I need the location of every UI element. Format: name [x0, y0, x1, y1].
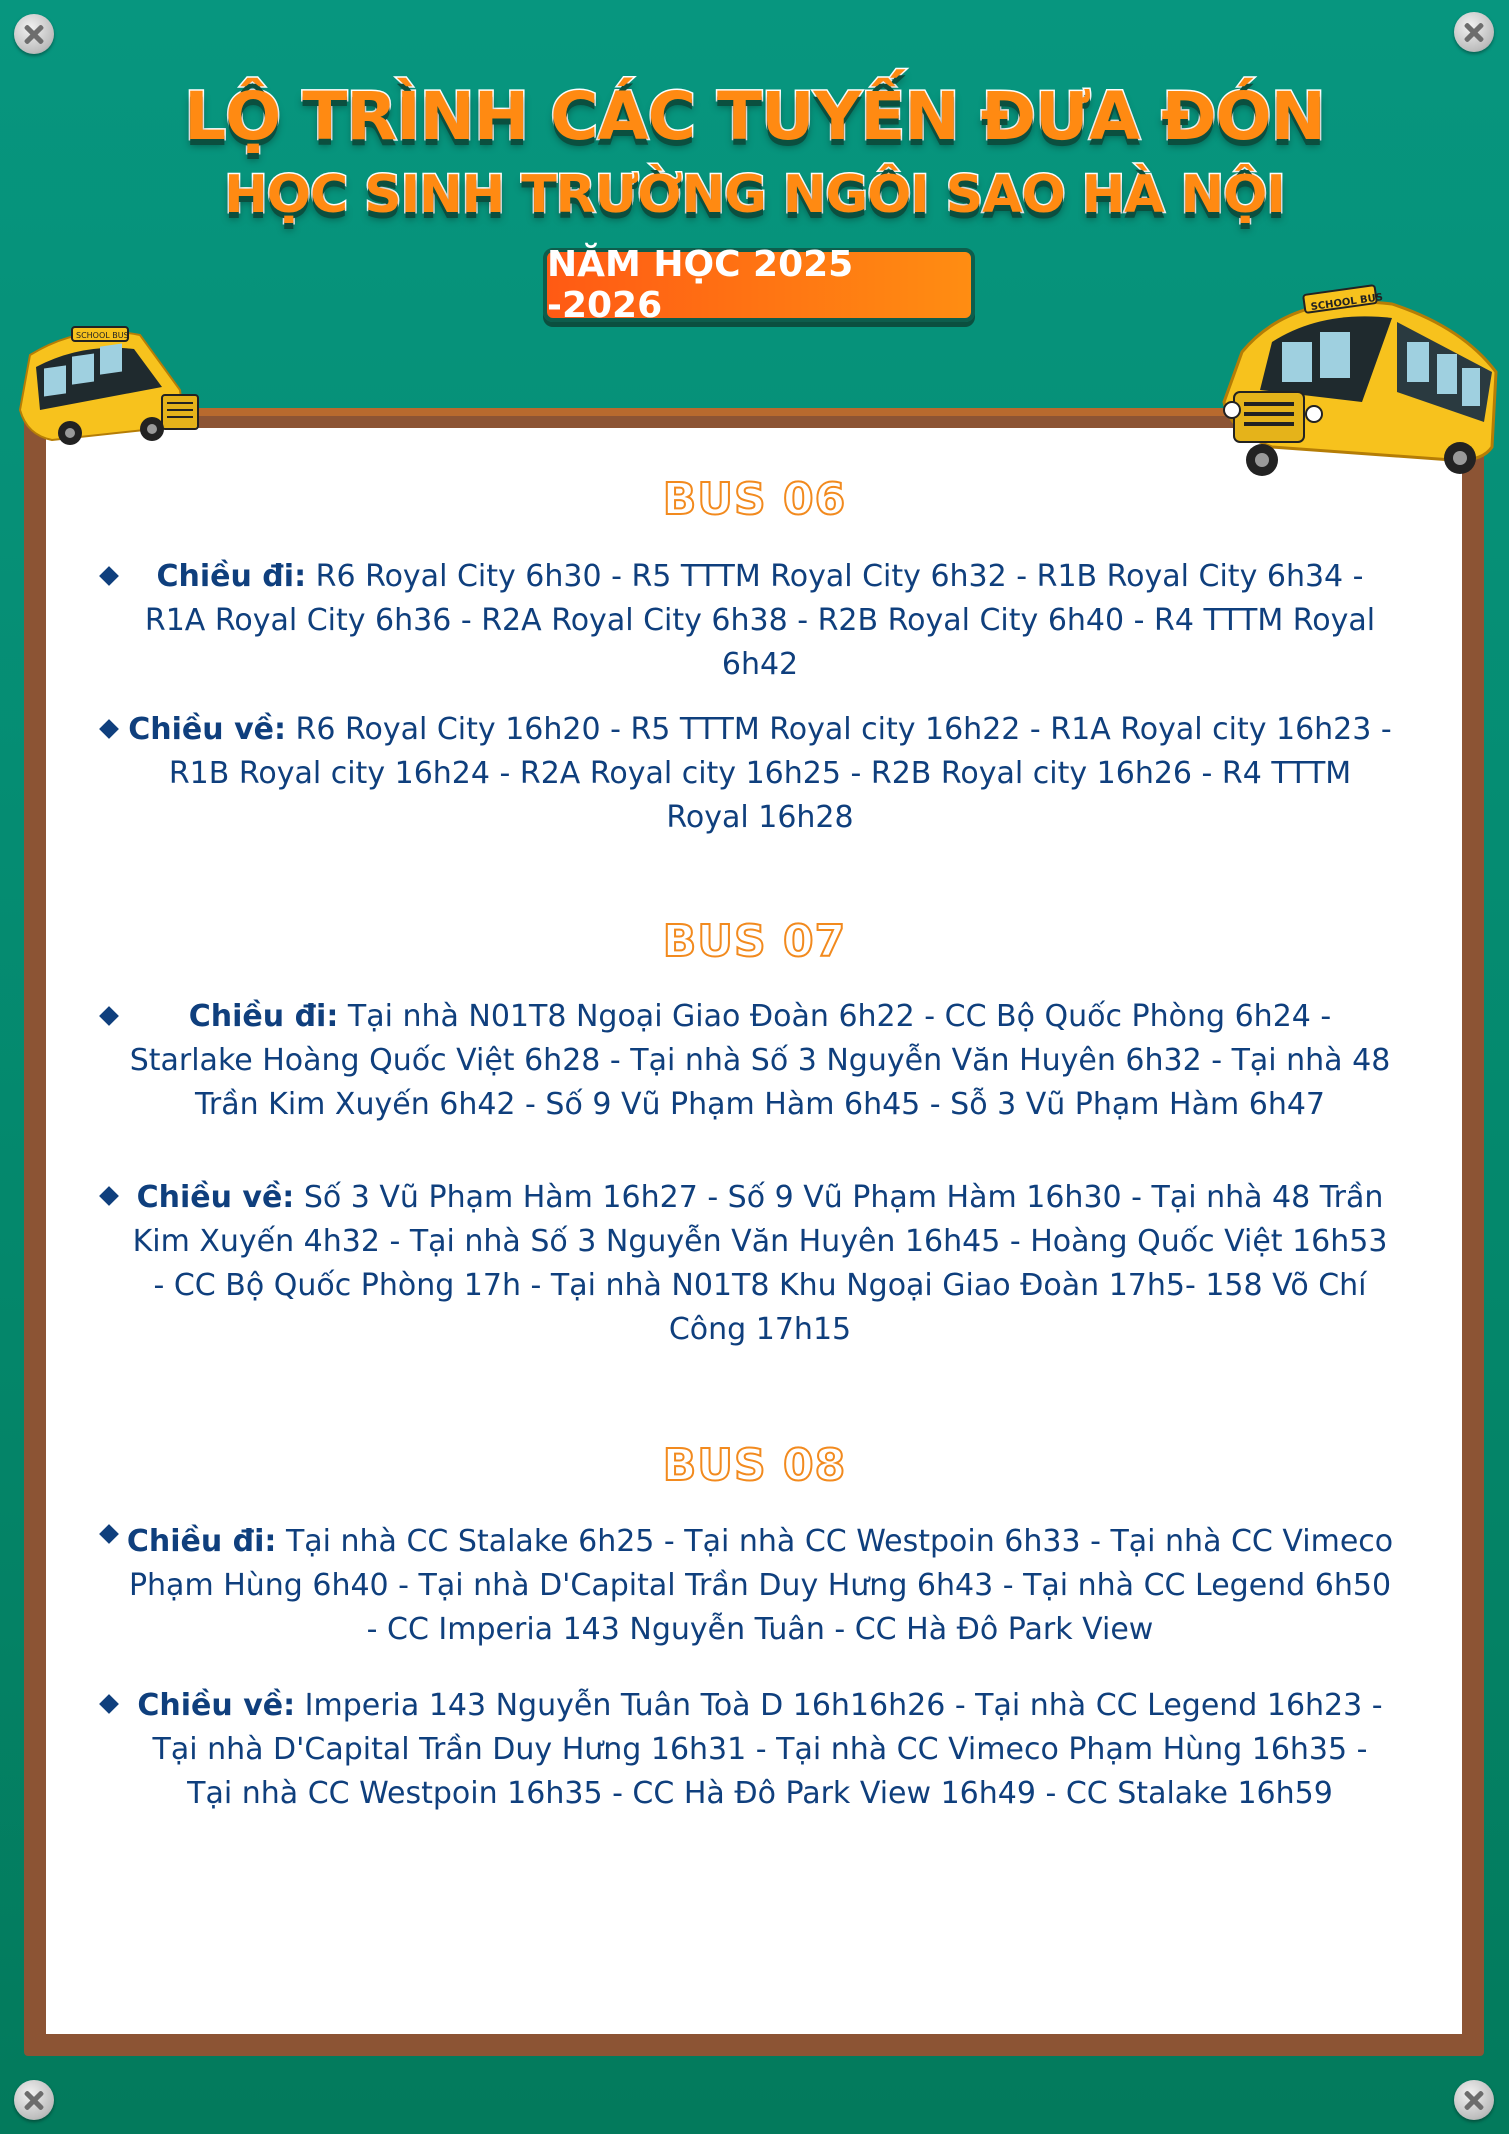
return-label: Chiều về:: [136, 1180, 295, 1215]
bus-07-return: [126, 1176, 1394, 1352]
page-title: LỘ TRÌNH CÁC TUYẾN ĐƯA ĐÓN: [184, 78, 1325, 155]
return-stops: Số 3 Vũ Phạm Hàm 16h27 - Số 9 Vũ Phạm Hàm 16h30 - Tại nhà 48 Trần Kim Xuyến 4h32 - Tại nhà Số 3 Nguyễn Văn Huyên 16h45 - Hoàng Quốc Việt 16h53 - CC Bộ Quốc Phòng 17h - Tại nhà N01T8 Khu Ngoại Giao Đoàn 17h5- 158 Võ Chí Công 17h15: [132, 1180, 1388, 1347]
page-subtitle: HỌC SINH TRƯỜNG NGÔI SAO HÀ NỘI: [224, 165, 1285, 225]
return-stops: R6 Royal City 16h20 - R5 TTTM Royal city 16h22 - R1A Royal city 16h23 - R1B Royal city 16h24 - R2A Royal city 16h25 - R2B Royal city 16h26 - R4 TTTM Royal 16h28: [168, 712, 1392, 835]
bus-08-return: [126, 1684, 1394, 1816]
school-bus-right-icon: [1212, 282, 1498, 482]
screw-top-right-icon: [1454, 12, 1494, 52]
return-label: Chiều về:: [128, 712, 286, 747]
bus-07-departure: [126, 995, 1394, 1127]
bus-08-heading: BUS 08: [662, 1440, 847, 1491]
return-label: Chiều về:: [137, 1688, 296, 1723]
bus-06-heading: BUS 06: [662, 474, 847, 525]
departure-stops: R6 Royal City 6h30 - R5 TTTM Royal City 6h32 - R1B Royal City 6h34 - R1A Royal City 6h36 - R2A Royal City 6h38 - R2B Royal City 6h40 - R4 TTTM Royal 6h42: [144, 559, 1376, 682]
departure-label: Chiều đi:: [156, 559, 307, 594]
bus-07-heading: BUS 07: [662, 916, 847, 967]
return-stops: Imperia 143 Nguyễn Tuân Toà D 16h16h26 - Tại nhà CC Legend 16h23 - Tại nhà D'Capital Trần Duy Hưng 16h31 - Tại nhà CC Vimeco Phạm Hùng 16h35 - Tại nhà CC Westpoin 16h35 - CC Hà Đô Park View 16h49 - CC Stalake 16h59: [152, 1688, 1383, 1811]
departure-label: Chiều đi:: [188, 999, 339, 1034]
bus-06-return: [126, 708, 1394, 840]
departure-stops: Tại nhà N01T8 Ngoại Giao Đoàn 6h22 - CC Bộ Quốc Phòng 6h24 - Starlake Hoàng Quốc Việt 6h28 - Tại nhà Số 3 Nguyễn Văn Huyên 6h32 - Tại nhà 48 Trần Kim Xuyến 6h42 - Số 9 Vũ Phạm Hàm 6h45 - Sỗ 3 Vũ Phạm Hàm 6h47: [129, 999, 1391, 1122]
school-bus-right-sign: SCHOOL BUS: [1310, 292, 1384, 314]
departure-label: Chiều đi:: [126, 1524, 277, 1559]
departure-stops: Tại nhà CC Stalake 6h25 - Tại nhà CC Westpoin 6h33 - Tại nhà CC Vimeco Phạm Hùng 6h40 - Tại nhà D'Capital Trần Duy Hưng 6h43 - Tại nhà CC Legend 6h50 - CC Imperia 143 Nguyễn Tuân - CC Hà Đô Park View: [128, 1524, 1394, 1647]
school-bus-left-sign: SCHOOL BUS: [76, 331, 129, 340]
bus-08-departure: [126, 1520, 1394, 1652]
screw-top-left-icon: [14, 14, 54, 54]
screw-bottom-left-icon: [14, 2080, 54, 2120]
school-year-badge: NĂM HỌC 2025 -2026: [543, 248, 975, 322]
school-bus-left-icon: [12, 315, 208, 450]
screw-bottom-right-icon: [1454, 2080, 1494, 2120]
bus-06-departure: [126, 555, 1394, 687]
